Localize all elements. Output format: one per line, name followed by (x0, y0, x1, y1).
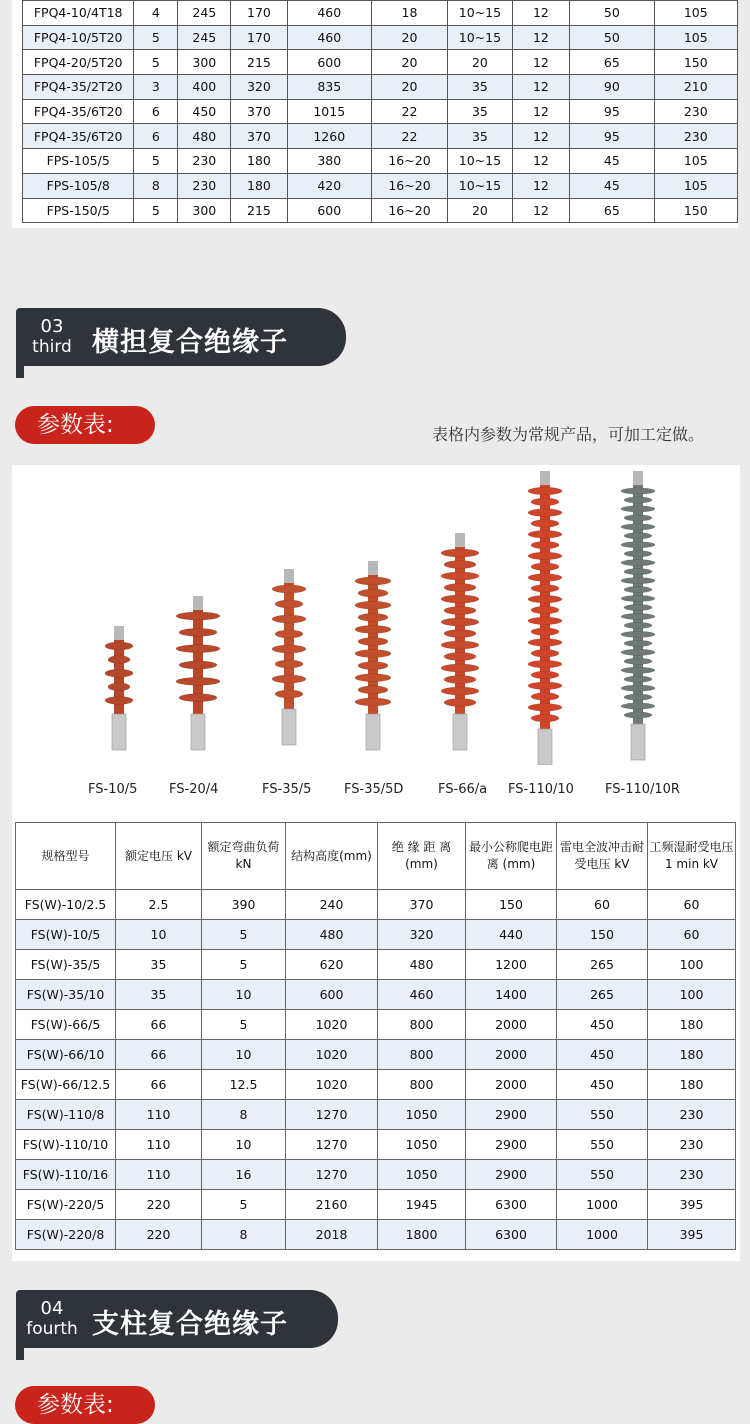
table-cell: 65 (570, 50, 654, 75)
table-cell: 16~20 (371, 198, 447, 223)
param-label-pill: 参数表: (15, 406, 155, 444)
table-cell: 10~15 (448, 149, 513, 174)
table-cell: 12 (512, 1, 569, 26)
column-header: 规格型号 (16, 823, 116, 890)
table-cell: 480 (178, 124, 231, 149)
table-cell: 4 (134, 1, 178, 26)
table-row (23, 50, 738, 75)
table-cell: 460 (287, 25, 371, 50)
table-cell: 60 (648, 920, 736, 950)
table-row (16, 920, 736, 950)
table-cell: 12 (512, 75, 569, 100)
table-cell: 12 (512, 124, 569, 149)
column-header: 额定弯曲负荷 kN (202, 823, 286, 890)
table-cell: 370 (231, 99, 287, 124)
table-cell: 105 (654, 1, 737, 26)
table-cell: 370 (378, 890, 466, 920)
table-cell: 5 (202, 1190, 286, 1220)
table-cell: 550 (557, 1130, 648, 1160)
table-cell: 215 (231, 50, 287, 75)
insulator-figure (621, 471, 655, 760)
table-cell: 20 (371, 75, 447, 100)
table-cell: 2000 (466, 1070, 557, 1100)
table-cell: 45 (570, 173, 654, 198)
table-cell: 10 (116, 920, 202, 950)
table-cell: 65 (570, 198, 654, 223)
table-row (16, 1160, 736, 1190)
table-cell: 170 (231, 25, 287, 50)
table-cell: 35 (116, 980, 202, 1010)
table-cell: FPQ4-35/6T20 (23, 99, 134, 124)
table-cell: 22 (371, 124, 447, 149)
column-header: 最小公称爬电距离 (mm) (466, 823, 557, 890)
table-cell: 440 (466, 920, 557, 950)
table-cell: 8 (202, 1220, 286, 1250)
table-cell: 2900 (466, 1130, 557, 1160)
table-cell: 620 (286, 950, 378, 980)
table-cell: 110 (116, 1100, 202, 1130)
table-cell: FS(W)-10/2.5 (16, 890, 116, 920)
table-cell: 450 (557, 1010, 648, 1040)
table-cell: 600 (287, 198, 371, 223)
table-cell: 1000 (557, 1190, 648, 1220)
column-header: 雷电全波冲击耐受电压 kV (557, 823, 648, 890)
table-cell: 800 (378, 1070, 466, 1100)
table-cell: 1270 (286, 1100, 378, 1130)
spec-table (15, 822, 736, 1250)
table-cell: 110 (116, 1130, 202, 1160)
table-cell: FPQ4-20/5T20 (23, 50, 134, 75)
table-cell: 20 (448, 50, 513, 75)
param-label-pill: 参数表: (15, 1386, 155, 1424)
table-cell: 5 (134, 198, 178, 223)
table-cell: 10~15 (448, 173, 513, 198)
table-cell: 1270 (286, 1160, 378, 1190)
table-cell: 1260 (287, 124, 371, 149)
table-cell: FPS-150/5 (23, 198, 134, 223)
insulator-figure (355, 561, 391, 750)
table-cell: 480 (286, 920, 378, 950)
table-cell: 45 (570, 149, 654, 174)
product-label: FS-110/10R (605, 782, 680, 797)
table-cell: 2900 (466, 1160, 557, 1190)
section-ordinal: third (32, 337, 72, 357)
column-header: 额定电压 kV (116, 823, 202, 890)
product-label: FS-20/4 (169, 782, 219, 797)
table-cell: 600 (286, 980, 378, 1010)
table-cell: 6300 (466, 1220, 557, 1250)
table-cell: FS(W)-35/10 (16, 980, 116, 1010)
table-cell: 5 (134, 149, 178, 174)
table-cell: 20 (371, 25, 447, 50)
table-cell: 8 (134, 173, 178, 198)
table-row (16, 1190, 736, 1220)
table-cell: 22 (371, 99, 447, 124)
table-row (16, 1070, 736, 1100)
table-cell: 230 (654, 99, 737, 124)
table-cell: 180 (231, 149, 287, 174)
table-cell: 12.5 (202, 1070, 286, 1100)
table-cell: 230 (178, 173, 231, 198)
table-cell: 5 (202, 950, 286, 980)
table-cell: 10~15 (448, 1, 513, 26)
table-cell: 35 (448, 75, 513, 100)
table-cell: 230 (648, 1160, 736, 1190)
table-cell: 150 (466, 890, 557, 920)
table-cell: FPQ4-35/6T20 (23, 124, 134, 149)
table-cell: FPS-105/8 (23, 173, 134, 198)
table-cell: 460 (378, 980, 466, 1010)
insulator-figure (441, 533, 479, 750)
table-row (23, 149, 738, 174)
table-cell: 2.5 (116, 890, 202, 920)
table-cell: 1270 (286, 1130, 378, 1160)
column-header: 工频湿耐受电压 1 min kV (648, 823, 736, 890)
insulator-figure (176, 596, 220, 750)
table-cell: 230 (648, 1100, 736, 1130)
table-row (23, 198, 738, 223)
product-label: FS-35/5D (344, 782, 404, 797)
insulator-figure (105, 626, 133, 750)
table-cell: 320 (231, 75, 287, 100)
table-row (16, 1040, 736, 1070)
table-cell: 12 (512, 198, 569, 223)
table-cell: 180 (648, 1010, 736, 1040)
table-cell: 5 (202, 1010, 286, 1040)
table-cell: 480 (378, 950, 466, 980)
insulator-figure (528, 471, 562, 765)
table-cell: 10 (202, 1130, 286, 1160)
table-cell: FS(W)-66/12.5 (16, 1070, 116, 1100)
table-cell: 16 (202, 1160, 286, 1190)
table-cell: FS(W)-35/5 (16, 950, 116, 980)
table-cell: 66 (116, 1070, 202, 1100)
table-cell: 180 (231, 173, 287, 198)
table-cell: 6300 (466, 1190, 557, 1220)
table-row (23, 124, 738, 149)
table-cell: 66 (116, 1010, 202, 1040)
insulator-figure (272, 569, 306, 745)
table-cell: FS(W)-110/8 (16, 1100, 116, 1130)
table-cell: 1800 (378, 1220, 466, 1250)
table-cell: FS(W)-66/10 (16, 1040, 116, 1070)
top-table-panel (12, 0, 738, 228)
table-cell: 230 (178, 149, 231, 174)
product-label: FS-110/10 (508, 782, 574, 797)
table-cell: 1050 (378, 1160, 466, 1190)
table-row (16, 1100, 736, 1130)
table-cell: 20 (448, 198, 513, 223)
table-cell: 370 (231, 124, 287, 149)
table-cell: 95 (570, 99, 654, 124)
table-row (23, 173, 738, 198)
table-cell: 1050 (378, 1130, 466, 1160)
table-cell: 66 (116, 1040, 202, 1070)
table-cell: 180 (648, 1070, 736, 1100)
table-cell: 1050 (378, 1100, 466, 1130)
product-label: FS-10/5 (88, 782, 138, 797)
table-cell: FS(W)-220/5 (16, 1190, 116, 1220)
table-cell: FPQ4-10/4T18 (23, 1, 134, 26)
table-cell: 2000 (466, 1040, 557, 1070)
table-cell: FS(W)-220/8 (16, 1220, 116, 1250)
section-title: 横担复合绝缘子 (92, 327, 288, 358)
table-cell: 90 (570, 75, 654, 100)
table-cell: 1945 (378, 1190, 466, 1220)
table-cell: 2018 (286, 1220, 378, 1250)
table-cell: 265 (557, 950, 648, 980)
table-cell: 210 (654, 75, 737, 100)
table-cell: 60 (557, 890, 648, 920)
column-header: 绝 缘 距 离 (mm) (378, 823, 466, 890)
table-row (16, 890, 736, 920)
insulator-images (12, 465, 740, 765)
table-cell: 10~15 (448, 25, 513, 50)
table-cell: 150 (654, 198, 737, 223)
section-number: 04 (40, 1298, 64, 1319)
table-cell: 395 (648, 1190, 736, 1220)
table-cell: 3 (134, 75, 178, 100)
table-cell: 6 (134, 124, 178, 149)
table-cell: 105 (654, 25, 737, 50)
table-cell: 2160 (286, 1190, 378, 1220)
table-cell: 2000 (466, 1010, 557, 1040)
table-cell: 550 (557, 1100, 648, 1130)
column-header: 结构高度(mm) (286, 823, 378, 890)
table-cell: 300 (178, 198, 231, 223)
table-cell: 18 (371, 1, 447, 26)
table-cell: 50 (570, 25, 654, 50)
table-cell: FPS-105/5 (23, 149, 134, 174)
table-cell: 460 (287, 1, 371, 26)
table-cell: FPQ4-10/5T20 (23, 25, 134, 50)
table-cell: 600 (287, 50, 371, 75)
table-cell: 1020 (286, 1070, 378, 1100)
table-cell: 2900 (466, 1100, 557, 1130)
table-cell: 395 (648, 1220, 736, 1250)
table-cell: 60 (648, 890, 736, 920)
table-cell: 245 (178, 25, 231, 50)
table-cell: 10 (202, 980, 286, 1010)
table-cell: 240 (286, 890, 378, 920)
param-note: 表格内参数为常规产品，可加工定做。 (432, 425, 705, 444)
table-cell: 220 (116, 1190, 202, 1220)
table-cell: 12 (512, 50, 569, 75)
table-cell: 390 (202, 890, 286, 920)
table-cell: 215 (231, 198, 287, 223)
table-cell: 5 (134, 50, 178, 75)
table-cell: 170 (231, 1, 287, 26)
table-cell: 105 (654, 173, 737, 198)
table-cell: FS(W)-10/5 (16, 920, 116, 950)
table-cell: 320 (378, 920, 466, 950)
product-panel (12, 465, 740, 1261)
table-cell: 230 (654, 124, 737, 149)
table-cell: 1200 (466, 950, 557, 980)
table-cell: 245 (178, 1, 231, 26)
table-cell: 12 (512, 173, 569, 198)
table-cell: 800 (378, 1010, 466, 1040)
table-row (16, 980, 736, 1010)
table-cell: 1400 (466, 980, 557, 1010)
table-cell: 1020 (286, 1010, 378, 1040)
table-cell: FS(W)-110/10 (16, 1130, 116, 1160)
table-cell: 16~20 (371, 173, 447, 198)
table-cell: 95 (570, 124, 654, 149)
table-cell: 420 (287, 173, 371, 198)
table-cell: 6 (134, 99, 178, 124)
table-row (16, 1130, 736, 1160)
table-cell: 230 (648, 1130, 736, 1160)
table-cell: 1015 (287, 99, 371, 124)
table-cell: 5 (134, 25, 178, 50)
table-cell: 110 (116, 1160, 202, 1190)
table-cell: 100 (648, 950, 736, 980)
table-row (23, 75, 738, 100)
product-label: FS-35/5 (262, 782, 312, 797)
table-cell: 835 (287, 75, 371, 100)
table-row (23, 1, 738, 26)
section-header-third (16, 308, 346, 368)
table-cell: 220 (116, 1220, 202, 1250)
table-row (16, 950, 736, 980)
table-row (23, 25, 738, 50)
section-ordinal: fourth (26, 1319, 78, 1339)
top-spec-table (22, 0, 738, 223)
table-cell: 400 (178, 75, 231, 100)
table-cell: FS(W)-66/5 (16, 1010, 116, 1040)
section-number: 03 (40, 316, 64, 337)
table-cell: 180 (648, 1040, 736, 1070)
table-cell: 150 (654, 50, 737, 75)
table-row (23, 99, 738, 124)
table-cell: 100 (648, 980, 736, 1010)
table-cell: 380 (287, 149, 371, 174)
table-cell: 8 (202, 1100, 286, 1130)
table-cell: 16~20 (371, 149, 447, 174)
table-cell: 550 (557, 1160, 648, 1190)
table-cell: 450 (178, 99, 231, 124)
table-cell: 12 (512, 25, 569, 50)
table-cell: FS(W)-110/16 (16, 1160, 116, 1190)
table-cell: 35 (448, 99, 513, 124)
table-cell: 20 (371, 50, 447, 75)
table-row (16, 1220, 736, 1250)
table-cell: 50 (570, 1, 654, 26)
table-cell: 300 (178, 50, 231, 75)
product-label: FS-66/a (438, 782, 488, 797)
table-cell: 5 (202, 920, 286, 950)
table-cell: 12 (512, 149, 569, 174)
section-header-fourth (16, 1290, 346, 1350)
table-cell: 1000 (557, 1220, 648, 1250)
section-title: 支柱复合绝缘子 (92, 1309, 288, 1340)
table-cell: 150 (557, 920, 648, 950)
table-cell: 105 (654, 149, 737, 174)
table-cell: FPQ4-35/2T20 (23, 75, 134, 100)
table-cell: 1020 (286, 1040, 378, 1070)
table-cell: 450 (557, 1040, 648, 1070)
table-cell: 265 (557, 980, 648, 1010)
table-cell: 12 (512, 99, 569, 124)
table-cell: 35 (116, 950, 202, 980)
table-cell: 450 (557, 1070, 648, 1100)
table-cell: 35 (448, 124, 513, 149)
table-cell: 800 (378, 1040, 466, 1070)
table-cell: 10 (202, 1040, 286, 1070)
table-row (16, 1010, 736, 1040)
